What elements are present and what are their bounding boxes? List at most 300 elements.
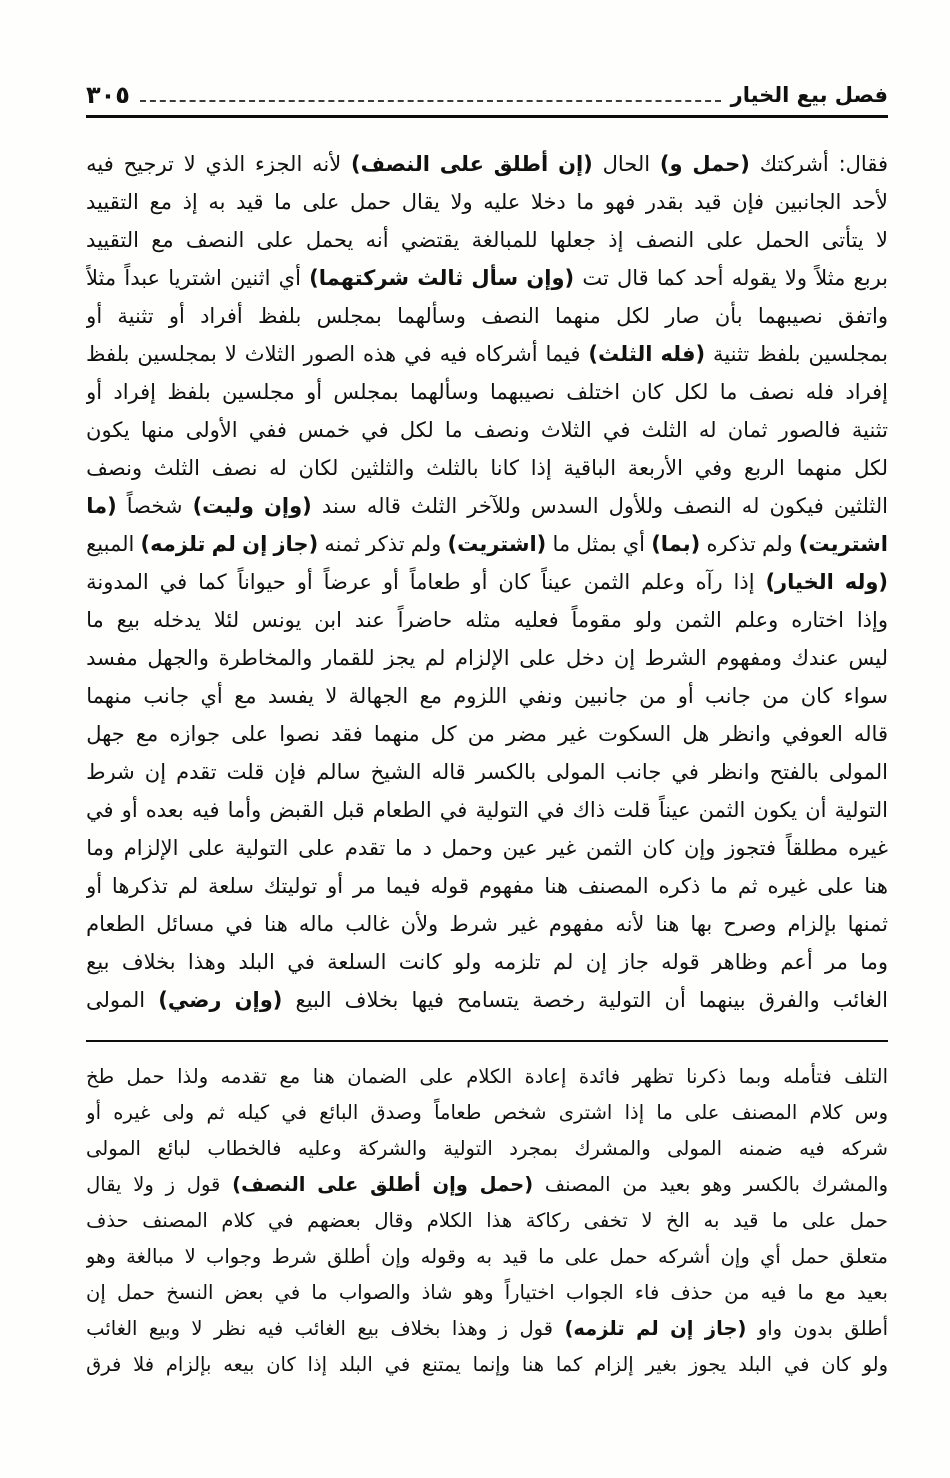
word: إذا [624,1100,645,1124]
text-line [86,525,888,563]
word: لا [184,1244,196,1268]
word: بمجلس [316,304,382,329]
word: الثلثين [833,494,888,519]
word: بخلاف [344,988,399,1013]
word: اشتريت) [798,532,888,557]
word: لكل [854,456,888,481]
text-line [86,145,888,183]
word: ليس [848,646,888,671]
word: مفهوم [548,912,605,937]
word: عيناً [541,570,573,595]
chapter-title: فصل بيع الخيار [730,83,888,108]
word: الكلام [426,1208,473,1232]
word: والصواب [338,1280,411,1304]
word: ما [395,836,413,861]
word: ز [498,1316,509,1340]
word: على [188,836,226,861]
word: ولا [784,266,808,291]
word: توليتك [263,874,318,899]
word: ماله [298,912,335,937]
word: إن [670,1316,694,1340]
word: غير [508,912,538,937]
text-line [86,1130,888,1166]
word: على [256,228,294,253]
word: مثلاً [815,266,846,291]
word: المولى [546,760,606,785]
word: جوازه [169,722,221,747]
word: ما [444,418,463,443]
text-line [86,1346,888,1382]
word: قلت [613,798,651,823]
word: والفرق [758,988,820,1013]
text-line [86,487,888,525]
word: ونصف [86,456,143,481]
word: قيد [236,190,264,215]
text-line [86,1310,888,1346]
word: حذف [670,1280,713,1304]
word: ركاكة [525,1208,571,1232]
word: غيره [767,874,808,899]
word: أعم [780,950,813,975]
word: فالصور [778,418,841,443]
word: شركه [841,1136,888,1160]
word: حمل [609,1244,648,1268]
word: مر [825,950,848,975]
word: القبض [269,798,325,823]
word: لكل [616,304,650,329]
word: غيره [848,836,888,861]
word: نصوا [279,722,321,747]
word: الصور [303,342,356,367]
word: لا [191,1316,203,1340]
word: فيه [799,1136,825,1160]
word: مبالغة [126,1244,175,1268]
word: التلف [844,1064,888,1088]
word: أو [86,304,103,329]
word: عين [502,836,538,861]
word: تثنية [851,418,888,443]
word: يقوله [731,266,777,291]
word: الثمن [583,570,631,595]
word: الحال [602,152,651,177]
word: البلد [338,1352,373,1376]
page-number: ٣٠٥ [86,81,130,109]
text-line [86,449,888,487]
word: فإن [274,760,307,785]
word: يقتضي [400,228,460,253]
text-line [86,259,888,297]
word: كيله [237,1100,270,1124]
word: لم [424,646,446,671]
word: الجانبين [774,190,842,215]
word: هذه [363,342,397,367]
word: أو [86,1100,101,1124]
word: الثلث [641,418,688,443]
word: وإن [432,1172,468,1196]
word: الثلاث [244,342,296,367]
word: بالكسر [475,760,537,785]
word: طعاماً [434,1100,482,1124]
word: اشتريا [168,266,222,291]
word: البلد [738,1352,773,1376]
word: والثلثين [350,456,415,481]
word: أو [382,570,399,595]
word: منهما [86,684,132,709]
word: إن [242,532,268,557]
word: كان [800,684,833,709]
word: تلزمه) [140,532,206,557]
word: ذاك [572,798,606,823]
word: ما [710,874,728,899]
word: النصف [185,228,245,253]
word: بمجلسين [808,342,888,367]
word: سند [321,494,357,519]
word: في [439,798,468,823]
word: الحمل [755,228,810,253]
word: وعلم [734,608,779,633]
word: وظاهر [712,950,768,975]
word: فاء [634,1280,660,1304]
word: فالخطاب [207,1136,282,1160]
word: فائدة [578,1064,621,1088]
word: سأل [471,266,519,291]
word: أطلق [493,152,549,177]
word: على [317,1172,359,1196]
word: ولا [133,1172,154,1196]
word: يجز [384,646,416,671]
word: حمل [849,1208,888,1232]
word: وإن [720,1244,750,1268]
word: قبل [332,798,365,823]
word: مع [419,684,442,709]
word: بخلاف [390,1316,441,1340]
word: أو [168,304,185,329]
word: وانظر [708,760,760,785]
word: بالثلث [426,456,479,481]
word: قاله [366,494,401,519]
word: (حمل [479,1172,534,1196]
footnote-text [86,1058,888,1382]
word: وسألهما [409,380,479,405]
word: عند [354,608,385,633]
word: بعضهم [307,1208,361,1232]
word: ففي [248,418,287,443]
word: منهما [554,304,601,329]
word: به [476,1244,493,1268]
word: أطلق [370,1172,421,1196]
text-line [86,981,888,1019]
word: الغائب [832,988,888,1013]
word: وإن [684,836,716,861]
word: على [231,722,269,747]
word: المولى [86,1136,141,1160]
word: يقال [401,190,440,215]
word: هل [682,722,710,747]
text-line [86,905,888,943]
word: لئلا [213,608,240,633]
text-line [86,753,888,791]
word: متعلق [839,1244,888,1268]
word: إذ [608,228,624,253]
word: على [302,190,340,215]
word: لم [552,950,574,975]
word: لكان [298,456,339,481]
word: مع [149,190,172,215]
word: أنه [365,228,389,253]
word: إذ [182,190,198,215]
word: أن [664,988,686,1013]
word: خمس [298,418,350,443]
word: العوفي [782,722,843,747]
word: واتفق [838,304,888,329]
word: جهل [86,722,125,747]
word: أو [86,380,103,405]
word: كما [656,266,686,291]
word: بعض [224,1280,264,1304]
word: من [724,1280,750,1304]
word: شرط [86,760,135,785]
word: فقد [331,722,363,747]
word: الباقية [563,456,617,481]
word: لم [211,532,236,557]
word: كل [430,722,457,747]
word: ابن [314,608,342,633]
word: نظر [213,1316,247,1340]
word: ضمنه [738,1136,783,1160]
word: في [602,418,631,443]
word: الشرط [644,646,707,671]
word: أو [296,570,313,595]
word: قال [617,266,649,291]
word: وهو [702,1172,732,1196]
word: المبيع [86,532,135,557]
text-line [86,563,888,601]
word: كانا [490,456,519,481]
word: لا [641,1208,653,1232]
word: الغائب [86,1316,138,1340]
word: رضي) [158,988,222,1013]
word: ما [552,532,571,557]
word: التولية [234,836,289,861]
word: تظهر [632,1064,674,1088]
word: فهو [604,190,636,215]
word: البيع [295,988,332,1013]
word: وعليه [297,1136,342,1160]
word: نصيبهما [757,304,823,329]
word: واو [757,1316,783,1340]
word: ولذا [177,1064,209,1088]
word: وقوله [420,1244,466,1268]
word: أي [622,532,646,557]
word: ثمنه [324,532,360,557]
word: ما [311,1280,328,1304]
word: التولية [834,798,888,823]
word: لم [177,874,199,899]
text-line [86,601,888,639]
word: السدس [530,494,599,519]
word: مر [353,874,376,899]
word: وعلم [641,570,685,595]
word: ولو [453,950,482,975]
word: في [404,342,432,367]
word: ما [274,190,292,215]
word: لا [224,342,237,367]
word: لكل [674,380,709,405]
word: دخل [565,646,605,671]
word: وبما [738,1064,771,1088]
word: على [519,646,557,671]
word: يتأتى [821,228,864,253]
word: في [384,1352,411,1376]
word: بمجلس [333,380,399,405]
word: النصف [635,228,695,253]
word: قاله [853,722,888,747]
word: النصف [673,494,732,519]
word: (ما [86,494,117,519]
word: (إن [558,152,593,177]
word: شخصاً [126,494,183,519]
word: اختلف [566,380,621,405]
word: وسألهما [397,304,466,329]
word: المصنف [142,1208,208,1232]
word: السكوت [598,722,672,747]
word: أو [306,380,323,405]
word: (بما) [651,532,701,557]
main-text [86,145,888,1019]
word: بلفظ [257,304,302,329]
word: شرط [271,1244,317,1268]
word: الجزء [255,152,303,177]
word: تلزمه) [564,1316,625,1340]
word: بلفظ [757,342,801,367]
word: كما [555,1352,583,1376]
word: كان [631,380,664,405]
word: هنا [655,912,680,937]
word: ما [656,1100,673,1124]
word: غيره [113,1100,151,1124]
word: إن [613,646,636,671]
word: وفي [694,456,733,481]
word: فرق [86,1352,122,1376]
word: الأولى [185,418,238,443]
word: أفراد [200,304,243,329]
word: جانب [704,684,751,709]
word: سلعة [207,874,254,899]
word: نصيبهما [490,380,555,405]
word: من [622,1172,648,1196]
word: (اشتريت) [447,532,547,557]
word: المولى [828,760,888,785]
word: يقال [86,1172,122,1196]
word: أو [471,570,488,595]
word: ثمان [727,418,768,443]
word: فتأمله [783,1064,832,1088]
word: والشركة [358,1136,427,1160]
word: وجواب [206,1244,262,1268]
word: طعاماً [409,570,461,595]
word: البلد [238,950,275,975]
word: فيه [760,1280,787,1304]
word: تلزمه [493,950,541,975]
word: فلا [133,1352,155,1376]
word: أي [278,266,301,291]
word: وإن [381,1244,411,1268]
word: أحد [693,266,724,291]
word: تت [582,266,609,291]
word: بعده [145,798,184,823]
word: بمجلسين [137,342,217,367]
text-line [86,1094,888,1130]
word: المصنف [577,874,649,899]
word: مثلاً [86,266,117,291]
word: بيعه [223,1352,255,1376]
word: وهو [86,1244,116,1268]
word: مع [135,722,159,747]
word: فيه [191,798,220,823]
word: عرضاً [323,570,372,595]
word: كما [198,570,227,595]
word: فتجوز [725,836,777,861]
word: مضر [505,722,548,747]
word: أي [760,1244,781,1268]
word: والمشرك [574,1136,651,1160]
word: يكون [86,418,130,443]
word: كلام [221,1208,255,1232]
word: في [274,1280,301,1304]
word: حمل [126,1064,165,1088]
word: مع [234,684,257,709]
word: إذا [733,570,755,595]
word: لأحد [852,190,888,215]
word: بعيد [857,1280,888,1304]
word: جاز [619,950,649,975]
word: الثمن [675,608,722,633]
word: وإنما [472,1352,511,1376]
word: على [706,228,744,253]
word: على [439,152,484,177]
word: مع [825,1280,846,1304]
word: بغير [645,1352,677,1376]
word: ذكرنا [686,1064,727,1088]
word: وس [854,1100,888,1124]
word: وللأول [608,494,664,519]
word: وليت) [192,494,254,519]
word: إن [585,950,607,975]
word: الخ [666,1208,690,1232]
word: أي [200,684,223,709]
word: بمثل [576,532,617,557]
word: عندك [791,646,839,671]
word: النصف [481,304,540,329]
word: فقال: [838,152,888,177]
word: قيد [733,1208,759,1232]
word: فيه [257,1316,284,1340]
word: ولو [634,608,663,633]
word: (حمل [692,152,750,177]
word: بقدر [645,190,684,215]
word: قول [186,1172,221,1196]
word: لأنه [615,912,645,937]
word: شرط [449,912,498,937]
word: حمل [116,1280,156,1304]
word: ونصف [473,418,530,443]
word: له [269,456,287,481]
word: يحمل [305,228,354,253]
word: هنا [544,874,569,899]
word: والجهل [147,646,209,671]
word: كان [266,1352,296,1376]
word: ولم [410,532,442,557]
